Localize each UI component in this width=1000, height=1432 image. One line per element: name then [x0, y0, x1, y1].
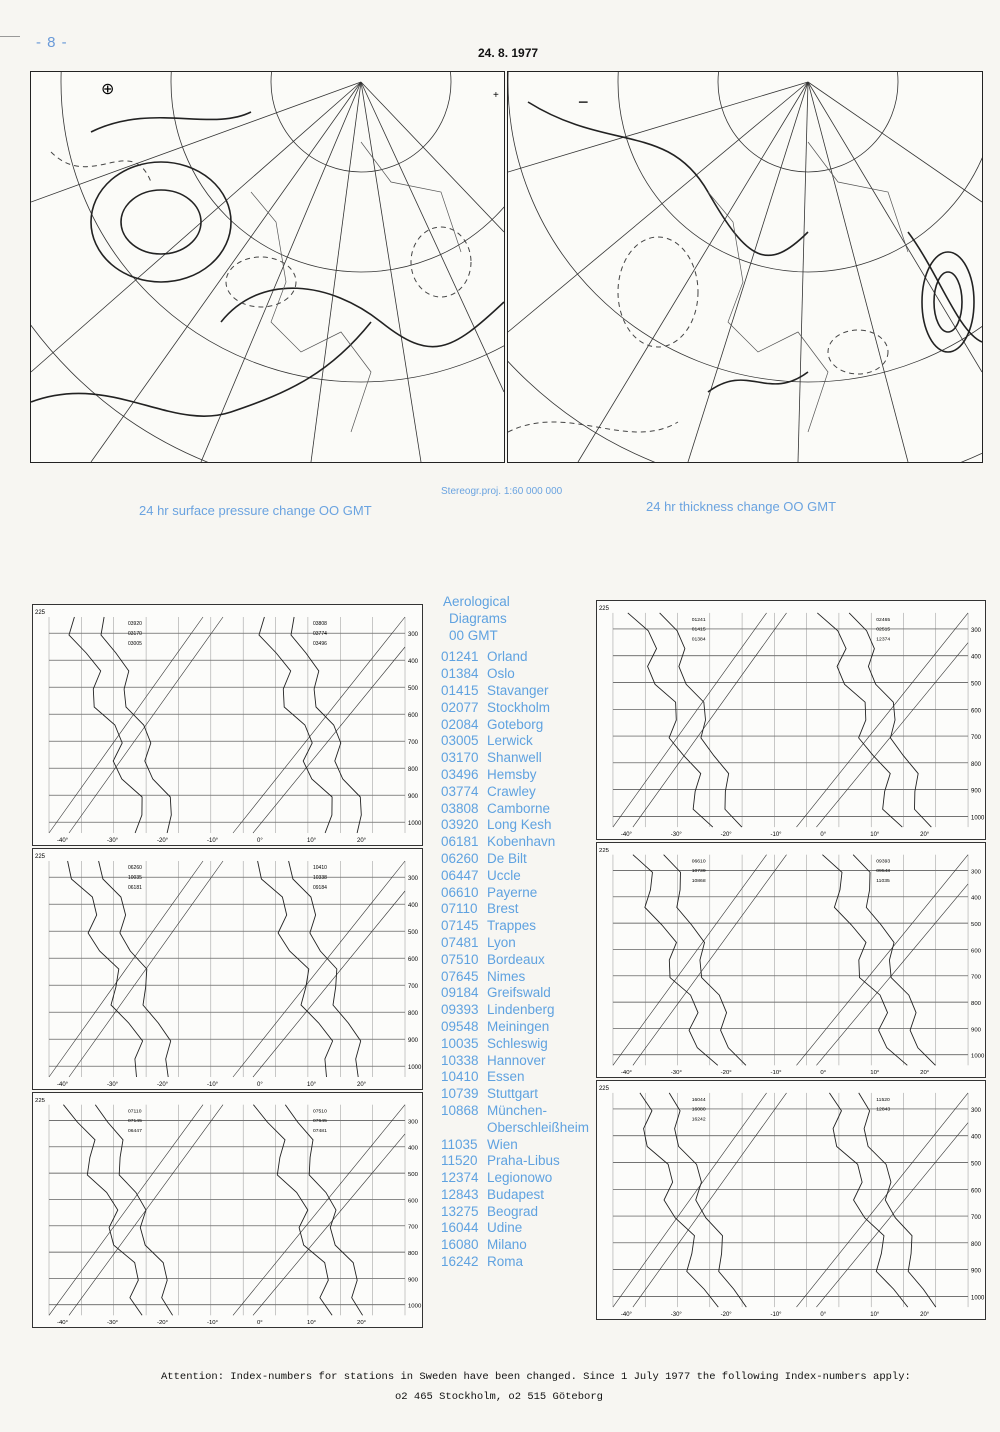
station-code: 03005 — [441, 733, 479, 749]
temperature-label: -30° — [107, 838, 119, 844]
station-name: Uccle — [487, 867, 521, 883]
pressure-label: 400 — [407, 1145, 418, 1152]
station-row — [441, 1069, 601, 1086]
temperature-label: -20° — [157, 838, 169, 844]
aerological-diagram — [596, 1080, 986, 1320]
station-name: Schleswig — [487, 1035, 548, 1051]
station-code: 06260 — [441, 850, 479, 866]
temperature-label: -10° — [770, 1070, 782, 1077]
legend-title-1: Aerological — [443, 594, 510, 609]
station-name: Essen — [487, 1069, 525, 1085]
diagram-station-code: 09393 — [876, 859, 891, 865]
station-name: Greifswald — [487, 985, 551, 1001]
station-row — [441, 767, 601, 784]
temperature-label: -40° — [620, 1070, 632, 1077]
temperature-label: -40° — [620, 832, 632, 839]
station-row — [441, 985, 601, 1002]
station-name: Praha-Libus — [487, 1153, 560, 1169]
station-name: Payerne — [487, 884, 538, 900]
pressure-label: 500 — [408, 930, 419, 937]
pressure-label: 900 — [971, 1027, 982, 1034]
pressure-label: 500 — [971, 681, 982, 688]
aerological-diagram — [596, 600, 986, 840]
diagram-station-code: 03005 — [128, 641, 142, 647]
temperature-label: -10° — [206, 1320, 219, 1327]
station-code: 07110 — [441, 901, 478, 917]
station-code: 07645 — [441, 968, 479, 984]
station-name: München- — [487, 1102, 548, 1118]
diagram-station-code: 12843 — [876, 1107, 891, 1113]
pressure-label: 1000 — [408, 821, 422, 828]
top-pressure-label: 225 — [598, 1085, 609, 1092]
station-code: 03496 — [441, 766, 479, 782]
pressure-label: 400 — [971, 895, 982, 902]
station-name: Bordeaux — [487, 951, 545, 967]
station-code: 03170 — [441, 750, 479, 766]
station-row — [441, 817, 601, 834]
station-name: Oberschleißheim — [487, 1119, 590, 1135]
temperature-label: 10° — [307, 1320, 317, 1327]
temperature-label: 20° — [920, 1312, 930, 1319]
diagram-grid — [597, 1081, 985, 1319]
pressure-label: 300 — [971, 627, 982, 634]
diagram-station-code: 10410 — [313, 865, 327, 871]
pressure-label: 500 — [408, 686, 419, 693]
temperature-label: -20° — [720, 832, 732, 839]
pressure-label: 600 — [408, 713, 419, 720]
station-name: Camborne — [487, 800, 551, 816]
station-code: 10035 — [441, 1035, 479, 1051]
temperature-label: 0° — [257, 1082, 263, 1088]
legend-title-2: Diagrams — [449, 610, 507, 626]
station-code: 10338 — [441, 1052, 479, 1068]
diagram-station-code: 07510 — [313, 1109, 327, 1115]
station-row — [441, 649, 601, 666]
diagram-station-code: 01384 — [691, 637, 706, 643]
diagram-station-code: 11035 — [876, 879, 890, 884]
legend-title-3: 00 GMT — [449, 627, 498, 643]
station-name: Udine — [487, 1220, 523, 1236]
station-name: Legionowo — [487, 1170, 553, 1186]
temperature-label: 0° — [257, 1320, 263, 1327]
pressure-label: 400 — [971, 1134, 982, 1141]
temperature-label: -20° — [157, 1320, 169, 1327]
left-map-caption: 24 hr surface pressure change OO GMT — [139, 503, 372, 518]
page-date: 24. 8. 1977 — [478, 46, 539, 60]
station-row — [441, 901, 601, 918]
station-row — [441, 784, 601, 801]
station-row — [441, 1103, 601, 1120]
svg-text:⊕: ⊕ — [101, 81, 115, 98]
station-row — [441, 700, 601, 717]
aerological-diagram — [32, 604, 423, 846]
top-pressure-label: 225 — [35, 610, 46, 616]
pressure-label: 600 — [408, 957, 419, 964]
diagram-station-code: 03170 — [128, 631, 142, 637]
station-row — [441, 868, 601, 885]
station-code: 16080 — [441, 1237, 479, 1253]
right-map-caption: 24 hr thickness change OO GMT — [646, 499, 837, 514]
temperature-label: 10° — [307, 838, 317, 844]
temperature-label: -30° — [670, 832, 682, 839]
pressure-label: 1000 — [407, 1303, 422, 1310]
diagram-station-code: 12374 — [876, 637, 891, 643]
diagram-station-code: 09184 — [313, 885, 327, 891]
pressure-label: 300 — [971, 869, 982, 876]
diagram-grid — [597, 843, 985, 1077]
pressure-label: 300 — [971, 1107, 982, 1114]
station-code — [441, 1120, 487, 1137]
station-legend — [441, 594, 601, 1271]
station-row — [441, 683, 601, 700]
projection-note: Stereogr.proj. 1:60 000 000 — [441, 486, 563, 497]
station-code: 07481 — [441, 934, 479, 950]
station-row — [441, 1254, 601, 1271]
station-row — [441, 834, 601, 851]
station-code: 02077 — [441, 699, 479, 715]
station-code: 11035 — [441, 1136, 478, 1152]
top-pressure-label: 225 — [35, 1097, 45, 1104]
station-code: 12374 — [441, 1170, 479, 1186]
top-pressure-label: 225 — [598, 605, 609, 612]
station-row — [441, 885, 601, 902]
diagram-station-code: 02465 — [876, 617, 891, 623]
station-name: Lyon — [487, 934, 516, 950]
pressure-label: 400 — [408, 659, 419, 666]
pressure-label: 900 — [408, 794, 419, 801]
station-code: 07145 — [441, 918, 479, 934]
temperature-label: 10° — [307, 1082, 317, 1088]
top-pressure-label: 225 — [598, 847, 609, 854]
pressure-label: 500 — [971, 1161, 982, 1168]
temperature-label: 20° — [357, 838, 367, 844]
thickness-map-drawing — [508, 72, 982, 462]
pressure-label: 1000 — [408, 1065, 422, 1072]
station-name: Trappes — [487, 918, 537, 934]
pressure-label: 900 — [971, 1268, 982, 1275]
station-code: 01415 — [441, 682, 479, 698]
station-row — [441, 1187, 601, 1204]
station-row — [441, 851, 601, 868]
station-name: Meiningen — [487, 1018, 550, 1034]
station-name: Milano — [487, 1237, 527, 1253]
station-row — [441, 918, 601, 935]
station-name: Nimes — [487, 968, 526, 984]
station-row — [441, 717, 601, 734]
station-row — [441, 1086, 601, 1103]
temperature-label: -40° — [57, 838, 69, 844]
station-code: 07510 — [441, 951, 479, 967]
station-row — [441, 801, 601, 818]
pressure-label: 600 — [407, 1198, 418, 1205]
station-name: Oslo — [487, 666, 515, 682]
aerological-diagram — [32, 1092, 423, 1328]
temperature-label: -20° — [720, 1312, 732, 1319]
station-name: Stuttgart — [487, 1086, 539, 1102]
diagram-station-code: 10739 — [691, 869, 706, 875]
station-name: Brest — [487, 901, 519, 917]
thickness-change-map — [507, 71, 983, 463]
station-name: Stockholm — [487, 699, 551, 715]
pressure-label: 1000 — [971, 815, 985, 822]
pressure-label: 400 — [408, 903, 419, 910]
temperature-label: -30° — [107, 1082, 119, 1088]
station-row — [441, 1120, 601, 1137]
pressure-label: 600 — [971, 1188, 982, 1195]
station-code: 12843 — [441, 1186, 479, 1202]
station-row — [441, 1204, 601, 1221]
station-row — [441, 1220, 601, 1237]
temperature-label: -30° — [670, 1312, 682, 1319]
margin-rule — [0, 36, 20, 37]
temperature-label: -20° — [720, 1070, 732, 1077]
temperature-label: -40° — [620, 1312, 632, 1319]
svg-text:−: − — [578, 92, 589, 112]
station-name: Wien — [487, 1136, 518, 1152]
station-row — [441, 1002, 601, 1019]
temperature-label: 0° — [820, 832, 827, 839]
pressure-label: 800 — [408, 1011, 419, 1018]
temperature-label: 0° — [257, 838, 263, 844]
diagram-station-code: 11520 — [876, 1097, 890, 1103]
diagram-grid — [33, 605, 422, 845]
pressure-label: 900 — [971, 788, 982, 795]
station-name: Kobenhavn — [487, 834, 556, 850]
station-row — [441, 952, 601, 969]
temperature-label: 20° — [356, 1320, 367, 1327]
temperature-label: -40° — [57, 1082, 69, 1088]
station-name: Budapest — [487, 1186, 545, 1202]
station-code: 10739 — [441, 1086, 479, 1102]
diagram-station-code: 02515 — [876, 627, 891, 633]
diagram-station-code: 07145 — [127, 1119, 142, 1125]
diagram-station-code: 10035 — [128, 875, 142, 881]
pressure-label: 900 — [407, 1277, 418, 1284]
station-code: 09548 — [441, 1018, 479, 1034]
station-row — [441, 935, 601, 952]
diagram-station-code: 03774 — [313, 631, 327, 637]
station-name: Beograd — [487, 1203, 539, 1219]
station-row — [441, 750, 601, 767]
diagram-station-code: 07110 — [127, 1109, 142, 1115]
pressure-label: 300 — [408, 876, 419, 883]
page-number: - 8 - — [36, 34, 68, 51]
diagram-station-code: 03920 — [128, 621, 142, 627]
station-row — [441, 1036, 601, 1053]
diagram-grid — [597, 601, 985, 839]
station-name: Long Kesh — [487, 817, 552, 833]
station-name: De Bilt — [487, 850, 527, 866]
station-code: 03920 — [441, 817, 479, 833]
station-code: 03808 — [441, 800, 479, 816]
station-name: Lindenberg — [487, 1002, 555, 1018]
diagram-station-code: 09548 — [876, 869, 891, 875]
station-code: 09184 — [441, 985, 479, 1001]
temperature-label: -30° — [107, 1320, 119, 1327]
station-row — [441, 1137, 601, 1154]
station-row — [441, 1019, 601, 1036]
pressure-label: 500 — [407, 1172, 418, 1179]
diagram-station-code: 16044 — [691, 1097, 706, 1103]
temperature-label: 10° — [870, 832, 880, 839]
temperature-label: 10° — [870, 1070, 880, 1077]
station-code: 11520 — [441, 1153, 478, 1169]
pressure-label: 300 — [407, 1119, 418, 1126]
pressure-label: 700 — [971, 1215, 982, 1222]
pressure-label: 700 — [408, 984, 419, 991]
station-code: 06610 — [441, 884, 479, 900]
station-row — [441, 1237, 601, 1254]
diagram-station-code: 06181 — [128, 885, 142, 891]
diagram-station-code: 03496 — [313, 641, 327, 647]
station-name: Crawley — [487, 783, 536, 799]
diagram-station-code: 01241 — [691, 617, 706, 623]
pressure-label: 300 — [408, 632, 419, 639]
diagram-station-code: 07645 — [313, 1119, 327, 1125]
station-name: Lerwick — [487, 733, 533, 749]
station-row — [441, 1170, 601, 1187]
pressure-label: 1000 — [971, 1053, 985, 1060]
diagram-station-code: 16242 — [691, 1117, 706, 1123]
station-code: 06447 — [441, 867, 479, 883]
station-code: 16242 — [441, 1254, 479, 1270]
temperature-label: 20° — [920, 832, 930, 839]
diagram-station-code: 01415 — [691, 627, 706, 633]
temperature-label: -40° — [57, 1320, 69, 1327]
diagram-grid — [33, 849, 422, 1089]
temperature-label: 0° — [820, 1312, 827, 1319]
station-row — [441, 1053, 601, 1070]
pressure-label: 800 — [971, 1001, 982, 1008]
station-row — [441, 733, 601, 750]
surface-pressure-map-drawing — [31, 72, 504, 462]
station-name: Shanwell — [487, 750, 542, 766]
footer-stockholm-goteborg: o2 465 Stockholm, o2 515 Göteborg — [395, 1391, 603, 1403]
station-name: Stavanger — [487, 682, 549, 698]
pressure-label: 500 — [971, 922, 982, 929]
temperature-label: 0° — [820, 1070, 827, 1077]
pressure-label: 1000 — [971, 1295, 985, 1302]
station-code: 01241 — [441, 649, 479, 665]
pressure-label: 700 — [971, 974, 982, 981]
temperature-label: 20° — [920, 1070, 930, 1077]
pressure-label: 600 — [971, 948, 982, 955]
pressure-label: 800 — [407, 1251, 418, 1258]
diagram-station-code: 06260 — [128, 865, 142, 871]
station-name: Orland — [487, 649, 528, 665]
top-pressure-label: 225 — [35, 854, 46, 860]
station-row — [441, 969, 601, 986]
pressure-label: 700 — [971, 735, 982, 742]
temperature-label: 10° — [870, 1312, 880, 1319]
pressure-label: 700 — [408, 740, 419, 747]
station-code: 03774 — [441, 783, 479, 799]
station-name: Goteborg — [487, 716, 544, 732]
station-code: 10410 — [441, 1069, 479, 1085]
station-row — [441, 666, 601, 683]
station-code: 06181 — [441, 834, 479, 850]
diagram-station-code: 07481 — [313, 1129, 327, 1134]
diagram-grid — [33, 1093, 422, 1327]
temperature-label: -10° — [207, 838, 219, 844]
station-code: 02084 — [441, 716, 479, 732]
diagram-station-code: 03808 — [313, 621, 327, 627]
pressure-label: 800 — [408, 767, 419, 774]
station-code: 09393 — [441, 1002, 479, 1018]
station-name: Hemsby — [487, 766, 537, 782]
station-code: 01384 — [441, 666, 479, 682]
station-code: 16044 — [441, 1220, 479, 1236]
diagram-station-code: 10868 — [691, 879, 706, 884]
station-row — [441, 1153, 601, 1170]
diagram-station-code: 06610 — [691, 859, 706, 865]
station-name: Roma — [487, 1254, 524, 1270]
station-code: 10868 — [441, 1102, 479, 1118]
svg-text:+: + — [493, 90, 499, 101]
temperature-label: -10° — [207, 1082, 219, 1088]
temperature-label: -10° — [770, 832, 782, 839]
pressure-label: 600 — [971, 708, 982, 715]
temperature-label: 20° — [357, 1082, 367, 1088]
temperature-label: -10° — [770, 1312, 782, 1319]
station-name: Hannover — [487, 1052, 546, 1068]
pressure-label: 400 — [971, 654, 982, 661]
pressure-label: 900 — [408, 1038, 419, 1045]
station-code: 13275 — [441, 1203, 479, 1219]
pressure-label: 800 — [971, 761, 982, 768]
station-list — [441, 649, 601, 1270]
diagram-station-code: 10338 — [313, 875, 327, 881]
pressure-label: 700 — [407, 1224, 418, 1231]
diagram-station-code: 06447 — [127, 1129, 142, 1134]
surface-pressure-change-map — [30, 71, 505, 463]
footer-attention: Attention: Index-numbers for stations in Sweden have been changed. Since 1 July 1977 the following Index-numbers apply: — [161, 1371, 911, 1383]
aerological-diagram — [596, 842, 986, 1078]
temperature-label: -30° — [670, 1070, 682, 1077]
pressure-label: 800 — [971, 1241, 982, 1248]
diagram-station-code: 16080 — [691, 1107, 706, 1113]
aerological-diagram — [32, 848, 423, 1090]
temperature-label: -20° — [157, 1082, 169, 1088]
